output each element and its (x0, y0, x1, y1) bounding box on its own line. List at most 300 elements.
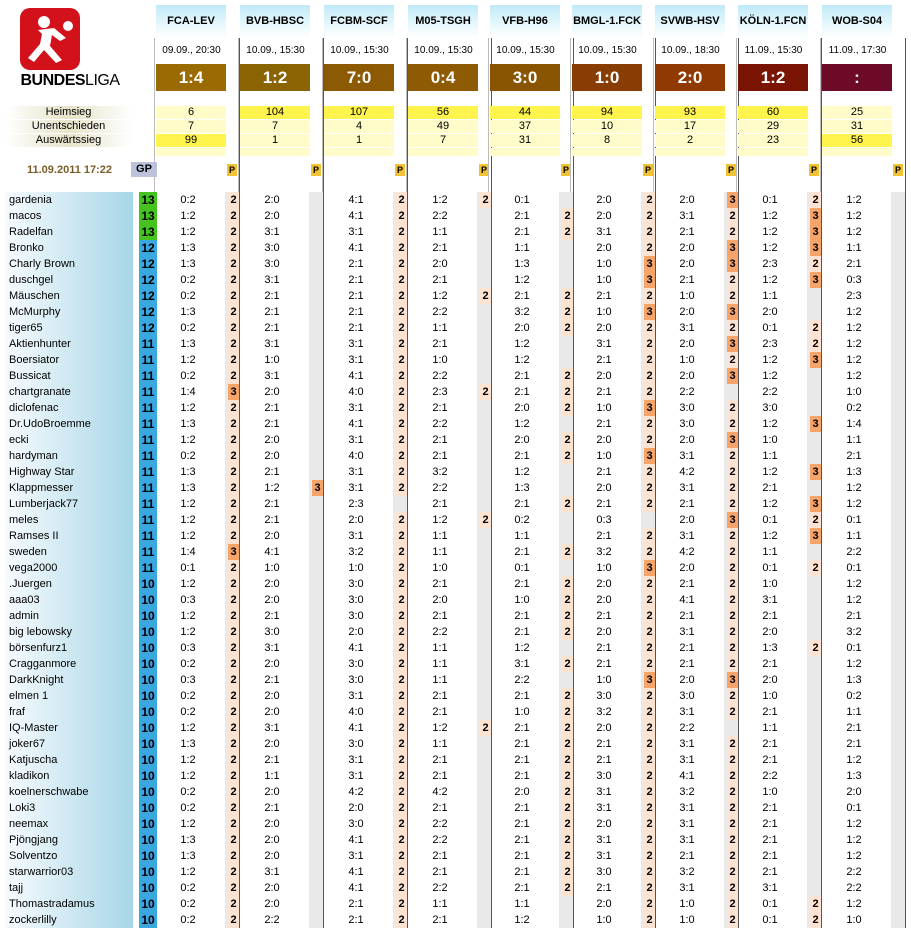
player-name[interactable]: elmen 1 (5, 688, 133, 704)
player-points: 12 (139, 272, 157, 288)
tip-value: 2:1 (432, 914, 448, 926)
player-name[interactable]: duschgel (5, 272, 133, 288)
game-date: 11.09., 17:30 (828, 45, 887, 56)
player-name[interactable]: Ramses II (5, 528, 133, 544)
tip-points: 3 (810, 224, 821, 240)
player-name[interactable]: Pjöngjang (5, 832, 133, 848)
table-row (0, 560, 911, 576)
tip-points: 2 (228, 432, 239, 448)
tip-points: 2 (562, 208, 573, 224)
tip-points: 2 (228, 560, 239, 576)
tip-points (480, 880, 491, 896)
points-badge[interactable]: P (396, 165, 403, 175)
game-header[interactable]: KÖLN-1.FCN (738, 5, 808, 38)
player-points: 13 (139, 208, 157, 224)
tip-value: 1:3 (180, 850, 196, 862)
tip-value: 1:0 (596, 914, 612, 926)
tip-points: 2 (644, 704, 655, 720)
tip-value: 1:2 (846, 306, 862, 318)
tip-value: 3:0 (348, 738, 364, 750)
tip-value: 2:3 (762, 258, 778, 270)
stat-stripe (324, 148, 394, 156)
tip-points: 2 (727, 576, 738, 592)
tip-points (894, 704, 905, 720)
tip-points (312, 896, 323, 912)
player-points: 10 (139, 608, 157, 624)
game-date: 10.09., 15:30 (246, 45, 305, 56)
player-name[interactable]: börsenfurz1 (5, 640, 133, 656)
tip-value: 3:1 (348, 434, 364, 446)
tip-points (312, 560, 323, 576)
tip-value: 1:1 (264, 770, 280, 782)
tip-value: 0:2 (180, 882, 196, 894)
tip-value: 1:2 (846, 226, 862, 238)
tip-value: 4:1 (348, 722, 364, 734)
tip-value: 1:3 (846, 674, 862, 686)
player-name[interactable]: Radelfan (5, 224, 133, 240)
tip-points: 2 (228, 272, 239, 288)
tip-points: 2 (396, 528, 407, 544)
tip-points: 2 (562, 304, 573, 320)
player-points: 11 (139, 352, 157, 368)
player-name[interactable]: aaa03 (5, 592, 133, 608)
tip-points: 2 (644, 848, 655, 864)
tip-points (312, 512, 323, 528)
player-points: 10 (139, 880, 157, 896)
table-row (0, 848, 911, 864)
player-points: 11 (139, 416, 157, 432)
stat-stripe (490, 148, 560, 156)
tip-points (562, 560, 573, 576)
tip-points: 2 (644, 336, 655, 352)
game-header[interactable]: FCA-LEV (156, 5, 226, 38)
player-name[interactable]: Lumberjack77 (5, 496, 133, 512)
player-name[interactable]: fraf (5, 704, 133, 720)
tip-points (312, 288, 323, 304)
tip-points (810, 384, 821, 400)
player-name[interactable]: Thomastradamus (5, 896, 133, 912)
tip-value: 3:1 (679, 210, 695, 222)
player-name[interactable]: sweden (5, 544, 133, 560)
player-points: 10 (139, 848, 157, 864)
tip-value: 0:2 (180, 450, 196, 462)
tip-value: 3:1 (679, 802, 695, 814)
tip-points: 2 (562, 400, 573, 416)
tip-points: 2 (228, 768, 239, 784)
tip-value: 2:2 (432, 834, 448, 846)
tip-value: 0:3 (596, 514, 612, 526)
tip-points: 2 (396, 272, 407, 288)
tip-points (562, 336, 573, 352)
tip-value: 0:2 (846, 402, 862, 414)
tip-points: 2 (396, 288, 407, 304)
tip-value: 3:1 (679, 706, 695, 718)
tip-points: 2 (228, 368, 239, 384)
tip-points (894, 864, 905, 880)
tip-points (312, 400, 323, 416)
stat-stripe (822, 148, 892, 156)
tip-points: 2 (644, 240, 655, 256)
tip-value: 1:4 (180, 546, 196, 558)
tip-value: 2:1 (514, 722, 530, 734)
tip-value: 1:2 (762, 226, 778, 238)
player-points: 11 (139, 432, 157, 448)
tip-points (312, 352, 323, 368)
tip-value: 3:1 (348, 770, 364, 782)
player-name[interactable]: joker67 (5, 736, 133, 752)
tip-value: 0:2 (180, 802, 196, 814)
tip-value: 2:1 (348, 274, 364, 286)
tip-value: 3:0 (264, 258, 280, 270)
stat-value: 94 (572, 106, 642, 119)
player-name[interactable]: McMurphy (5, 304, 133, 320)
tip-value: 2:1 (432, 706, 448, 718)
player-name[interactable]: diclofenac (5, 400, 133, 416)
player-points: 11 (139, 480, 157, 496)
player-name[interactable]: Bussicat (5, 368, 133, 384)
player-points: 10 (139, 576, 157, 592)
tip-value: 2:1 (432, 850, 448, 862)
tip-points: 2 (396, 208, 407, 224)
tip-points (480, 576, 491, 592)
tip-value: 1:1 (514, 530, 530, 542)
tip-points: 2 (727, 544, 738, 560)
table-row (0, 688, 911, 704)
player-name[interactable]: zockerlilly (5, 912, 133, 928)
tip-value: 3:1 (596, 226, 612, 238)
tip-value: 1:0 (762, 690, 778, 702)
player-name[interactable]: .Juergen (5, 576, 133, 592)
player-name[interactable]: Bronko (5, 240, 133, 256)
tip-points: 2 (396, 800, 407, 816)
tip-points (894, 720, 905, 736)
game-date: 10.09., 18:30 (661, 45, 720, 56)
tip-points (480, 688, 491, 704)
stat-value: 10 (572, 120, 642, 133)
tip-value: 2:1 (762, 610, 778, 622)
tip-value: 1:2 (846, 194, 862, 206)
tip-value: 2:1 (514, 290, 530, 302)
player-points: 10 (139, 896, 157, 912)
tip-points: 2 (228, 192, 239, 208)
tip-points: 2 (228, 352, 239, 368)
tip-points: 3 (644, 448, 655, 464)
tip-value: 3:0 (348, 674, 364, 686)
points-badge[interactable]: P (228, 165, 235, 175)
tip-value: 2:1 (514, 690, 530, 702)
tip-points: 2 (396, 912, 407, 928)
table-row (0, 240, 911, 256)
tip-value: 4:1 (348, 642, 364, 654)
tip-points: 2 (644, 656, 655, 672)
player-name[interactable]: meles (5, 512, 133, 528)
tip-value: 1:2 (432, 514, 448, 526)
tip-value: 2:0 (596, 194, 612, 206)
game-header[interactable]: WOB-S04 (822, 5, 892, 38)
tip-value: 2:1 (679, 498, 695, 510)
tip-value: 2:1 (679, 658, 695, 670)
tip-value: 1:2 (180, 354, 196, 366)
tip-points: 2 (727, 224, 738, 240)
tip-points (894, 880, 905, 896)
tip-points: 2 (562, 768, 573, 784)
player-name[interactable]: macos (5, 208, 133, 224)
game-header[interactable]: SVWB-HSV (655, 5, 725, 38)
tip-value: 0:1 (846, 802, 862, 814)
points-badge[interactable]: P (810, 165, 817, 175)
tip-value: 1:2 (514, 354, 530, 366)
tip-points (312, 304, 323, 320)
player-name[interactable]: tajj (5, 880, 133, 896)
tip-points (894, 480, 905, 496)
tip-points (312, 208, 323, 224)
player-name[interactable]: tiger65 (5, 320, 133, 336)
player-name[interactable]: Katjuscha (5, 752, 133, 768)
game-header[interactable]: VFB-H96 (490, 5, 560, 38)
tip-points: 2 (562, 688, 573, 704)
player-name[interactable]: neemax (5, 816, 133, 832)
player-name[interactable]: IQ-Master (5, 720, 133, 736)
player-name[interactable]: Cragganmore (5, 656, 133, 672)
tip-value: 2:0 (596, 370, 612, 382)
tip-points (480, 416, 491, 432)
tip-points: 2 (727, 464, 738, 480)
tip-points (480, 672, 491, 688)
tip-points: 2 (727, 896, 738, 912)
tip-value: 1:2 (180, 514, 196, 526)
tip-value: 0:1 (762, 914, 778, 926)
gp-column-header[interactable]: GP (131, 162, 157, 177)
tip-value: 1:2 (846, 354, 862, 366)
tip-points: 2 (396, 352, 407, 368)
tip-value: 2:1 (264, 306, 280, 318)
player-name[interactable]: koelnerschwabe (5, 784, 133, 800)
tip-value: 0:3 (180, 642, 196, 654)
tip-value: 1:0 (679, 354, 695, 366)
player-name[interactable]: gardenia (5, 192, 133, 208)
tip-value: 2:1 (596, 610, 612, 622)
tip-points: 2 (228, 640, 239, 656)
tip-value: 2:1 (514, 610, 530, 622)
tip-value: 2:2 (846, 866, 862, 878)
player-name[interactable]: Charly Brown (5, 256, 133, 272)
player-name[interactable]: Mäuschen (5, 288, 133, 304)
tip-value: 0:1 (514, 562, 530, 574)
tip-value: 1:3 (180, 306, 196, 318)
player-name[interactable]: Klappmesser (5, 480, 133, 496)
tip-points (810, 288, 821, 304)
tip-points: 2 (396, 240, 407, 256)
tip-points (894, 304, 905, 320)
tip-points: 2 (644, 480, 655, 496)
tip-points: 2 (480, 720, 491, 736)
tip-value: 2:1 (514, 226, 530, 238)
points-badge[interactable]: P (312, 165, 319, 175)
stat-label-away: Auswärtssieg (5, 134, 132, 147)
player-name[interactable]: Highway Star (5, 464, 133, 480)
tip-points (562, 896, 573, 912)
points-badge[interactable]: P (894, 165, 901, 175)
table-row (0, 624, 911, 640)
stat-stripe (655, 148, 725, 156)
tip-value: 1:2 (180, 610, 196, 622)
points-badge[interactable]: P (480, 165, 487, 175)
tip-points (480, 336, 491, 352)
tip-value: 2:3 (432, 386, 448, 398)
tip-value: 3:0 (679, 402, 695, 414)
player-name[interactable]: starwarrior03 (5, 864, 133, 880)
tip-points (312, 752, 323, 768)
tip-value: 1:0 (596, 274, 612, 286)
game-date: 10.09., 15:30 (578, 45, 637, 56)
tip-points: 3 (644, 400, 655, 416)
tip-points: 2 (810, 512, 821, 528)
player-name[interactable]: kladikon (5, 768, 133, 784)
tip-points: 3 (810, 272, 821, 288)
player-name[interactable]: Aktienhunter (5, 336, 133, 352)
game-header[interactable]: FCBM-SCF (324, 5, 394, 38)
tip-points (312, 592, 323, 608)
game-score: 3:0 (490, 64, 560, 91)
tip-points: 2 (562, 656, 573, 672)
tip-points: 2 (228, 512, 239, 528)
tip-points: 2 (562, 576, 573, 592)
tip-points: 3 (727, 368, 738, 384)
table-row (0, 640, 911, 656)
stat-value: 99 (156, 134, 226, 147)
tip-value: 2:0 (679, 258, 695, 270)
player-name[interactable]: Solventzo (5, 848, 133, 864)
game-score: 2:0 (655, 64, 725, 91)
tip-value: 2:1 (348, 322, 364, 334)
tip-points: 3 (727, 192, 738, 208)
tip-value: 2:2 (264, 914, 280, 926)
tip-value: 2:1 (264, 418, 280, 430)
points-badge[interactable]: P (562, 165, 569, 175)
tip-value: 2:1 (846, 258, 862, 270)
tip-points (562, 672, 573, 688)
game-header[interactable]: M05-TSGH (408, 5, 478, 38)
tip-points: 2 (727, 880, 738, 896)
tip-points: 2 (396, 336, 407, 352)
tip-value: 0:2 (180, 274, 196, 286)
table-row (0, 656, 911, 672)
tip-value: 2:1 (596, 418, 612, 430)
tip-points: 2 (644, 608, 655, 624)
player-name[interactable]: ecki (5, 432, 133, 448)
stat-stripe (572, 148, 642, 156)
table-row (0, 432, 911, 448)
tip-value: 2:1 (432, 242, 448, 254)
tip-points (894, 192, 905, 208)
tip-points: 2 (727, 656, 738, 672)
tip-points: 2 (644, 288, 655, 304)
tip-value: 2:1 (762, 818, 778, 830)
tip-points: 2 (727, 608, 738, 624)
tip-points: 2 (644, 320, 655, 336)
player-name[interactable]: Loki3 (5, 800, 133, 816)
player-name[interactable]: vega2000 (5, 560, 133, 576)
tip-points: 2 (727, 688, 738, 704)
tip-points: 3 (727, 336, 738, 352)
player-name[interactable]: chartgranate (5, 384, 133, 400)
tip-points (562, 352, 573, 368)
tip-points: 2 (810, 192, 821, 208)
tip-points: 2 (644, 624, 655, 640)
tip-points (312, 256, 323, 272)
tip-value: 3:0 (679, 418, 695, 430)
tip-points (810, 368, 821, 384)
tip-points (894, 288, 905, 304)
tip-value: 2:1 (596, 498, 612, 510)
tip-points (312, 320, 323, 336)
tip-value: 1:2 (514, 274, 530, 286)
tip-points: 3 (228, 544, 239, 560)
tip-points: 3 (644, 304, 655, 320)
player-points: 10 (139, 688, 157, 704)
game-header[interactable]: BMGL-1.FCK (572, 5, 642, 38)
table-row (0, 256, 911, 272)
tip-points: 3 (644, 256, 655, 272)
tip-points: 2 (727, 752, 738, 768)
tip-points (894, 400, 905, 416)
tip-points: 2 (727, 592, 738, 608)
points-badge[interactable]: P (644, 165, 651, 175)
tip-points (312, 736, 323, 752)
tip-points: 2 (810, 336, 821, 352)
tip-points: 3 (312, 480, 323, 496)
player-name[interactable]: Dr.UdoBroemme (5, 416, 133, 432)
points-badge[interactable]: P (727, 165, 734, 175)
tip-value: 3:1 (679, 754, 695, 766)
table-row (0, 752, 911, 768)
table-row (0, 784, 911, 800)
player-name[interactable]: Boersiator (5, 352, 133, 368)
tip-value: 2:1 (679, 274, 695, 286)
tip-value: 1:2 (762, 418, 778, 430)
player-name[interactable]: hardyman (5, 448, 133, 464)
player-points: 11 (139, 464, 157, 480)
player-points: 12 (139, 304, 157, 320)
tip-value: 3:2 (846, 626, 862, 638)
table-row (0, 304, 911, 320)
tip-value: 1:3 (514, 258, 530, 270)
player-points: 10 (139, 640, 157, 656)
player-name[interactable]: admin (5, 608, 133, 624)
tip-points: 2 (727, 480, 738, 496)
tip-points: 2 (228, 240, 239, 256)
tip-value: 2:0 (762, 674, 778, 686)
tip-points (894, 448, 905, 464)
tip-value: 2:1 (514, 754, 530, 766)
tip-points (894, 528, 905, 544)
tip-points: 2 (562, 848, 573, 864)
tip-value: 2:0 (348, 802, 364, 814)
tip-value: 2:3 (846, 290, 862, 302)
tip-value: 0:1 (762, 194, 778, 206)
table-row (0, 336, 911, 352)
player-name[interactable]: big lebowsky (5, 624, 133, 640)
tip-points: 2 (228, 912, 239, 928)
player-name[interactable]: DarkKnight (5, 672, 133, 688)
stat-value: 7 (156, 120, 226, 133)
tip-value: 1:0 (596, 402, 612, 414)
tip-value: 2:1 (679, 642, 695, 654)
game-header[interactable]: BVB-HBSC (240, 5, 310, 38)
table-row (0, 320, 911, 336)
tip-value: 2:3 (762, 338, 778, 350)
tip-value: 1:3 (180, 482, 196, 494)
